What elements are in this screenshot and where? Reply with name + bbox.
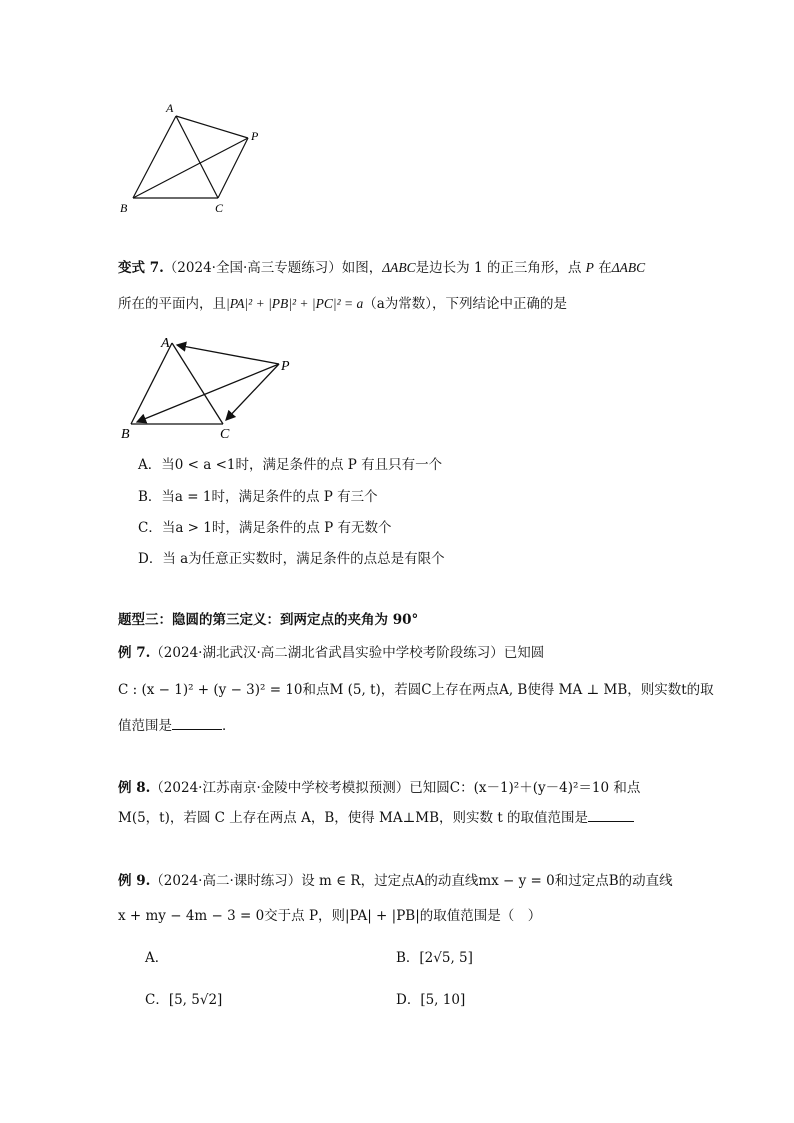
q7-head: 变式 7. <box>118 260 164 276</box>
figure-2-label-b: B <box>121 427 130 442</box>
ex7-line-3: 值范围是 ． <box>118 718 236 734</box>
ex9-source: （2024·高二·课时练习）设 m ∈ R，过定点A的动直线mx − y = 0和过定点B的动直线 <box>150 873 673 889</box>
figure-2-label-c: C <box>220 427 230 442</box>
ex9-line-2: x + my − 4m − 3 = 0交于点 P，则|PA| + |PB|的取值范围是（ ） <box>118 908 542 924</box>
ex7-answer-blank <box>172 717 222 730</box>
q7-option-a: A．当0 < a <1时，满足条件的点 P 有且只有一个 <box>138 457 443 473</box>
q7-line-2 <box>118 294 567 314</box>
figure-1-label-a: A <box>166 101 174 115</box>
q7-line-1 <box>118 258 645 278</box>
figure-2-label-p: P <box>281 359 290 374</box>
ex8-line-2 <box>118 808 634 828</box>
ex7-head: 例 7. <box>118 645 151 661</box>
ex9-head: 例 9. <box>118 873 151 889</box>
q7-triangle-2: ΔABC <box>611 260 646 275</box>
ex8-line-1 <box>118 778 640 798</box>
q7-option-b: B．当a = 1时，满足条件的点 P 有三个 <box>138 489 378 505</box>
ex7-source: （2024·湖北武汉·高二湖北省武昌实验中学校考阶段练习）已知圆 <box>150 645 545 661</box>
ex9-option-c: C．[5, 5√2] <box>145 992 223 1008</box>
q7-line-2a: 所在的平面内，且 <box>118 296 226 312</box>
ex8-source: （2024·江苏南京·金陵中学校考模拟预测）已知圆C：(x－1)²＋(y－4)²＝10 和点 <box>150 780 641 796</box>
ex9-option-d: D．[5, 10] <box>396 992 466 1008</box>
figure-1-diagram <box>115 98 275 218</box>
q7-option-c: C．当a > 1时，满足条件的点 P 有无数个 <box>138 520 392 536</box>
figure-2-label-a: A <box>161 336 170 351</box>
ex8-head: 例 8. <box>118 780 151 796</box>
ex9-option-b: B．[2√5, 5] <box>396 950 473 966</box>
figure-1-label-c: C <box>215 201 224 215</box>
section-heading: 题型三：隐圆的第三定义：到两定点的夹角为 90° <box>118 612 419 628</box>
ex9-option-a: A． <box>145 950 169 966</box>
ex8-answer-blank <box>588 809 634 822</box>
q7-formula: |PA|² + |PB|² + |PC|² = a <box>226 296 364 311</box>
q7-source: （2024·全国·高三专题练习）如图， <box>163 260 383 276</box>
figure-1-label-b: B <box>120 201 128 215</box>
q7-text-2: 在 <box>598 260 612 276</box>
figure-2-diagram <box>115 330 305 445</box>
ex7-line-3-text: 值范围是 <box>118 718 172 734</box>
q7-point-p: P <box>585 260 594 275</box>
q7-triangle: ΔABC <box>382 260 416 275</box>
ex8-line-2-text: M(5，t)，若圆 C 上存在两点 A，B，使得 MA⊥MB，则实数 t 的取值范围是 <box>118 810 589 826</box>
ex7-line-2: C : (x − 1)² + (y − 3)² = 10和点M (5, t)，若圆C上存在两点A, B使得 MA ⊥ MB，则实数t的取 <box>118 682 714 698</box>
q7-option-d: D．当 a为任意正实数时，满足条件的点总是有限个 <box>138 551 445 567</box>
ex7-line-1 <box>118 643 544 663</box>
q7-line-2b: （a为常数），下列结论中正确的是 <box>363 296 568 312</box>
q7-text-1: 是边长为 1 的正三角形，点 <box>415 260 582 276</box>
ex9-line-1 <box>118 871 673 891</box>
figure-1-label-p: P <box>251 129 259 143</box>
